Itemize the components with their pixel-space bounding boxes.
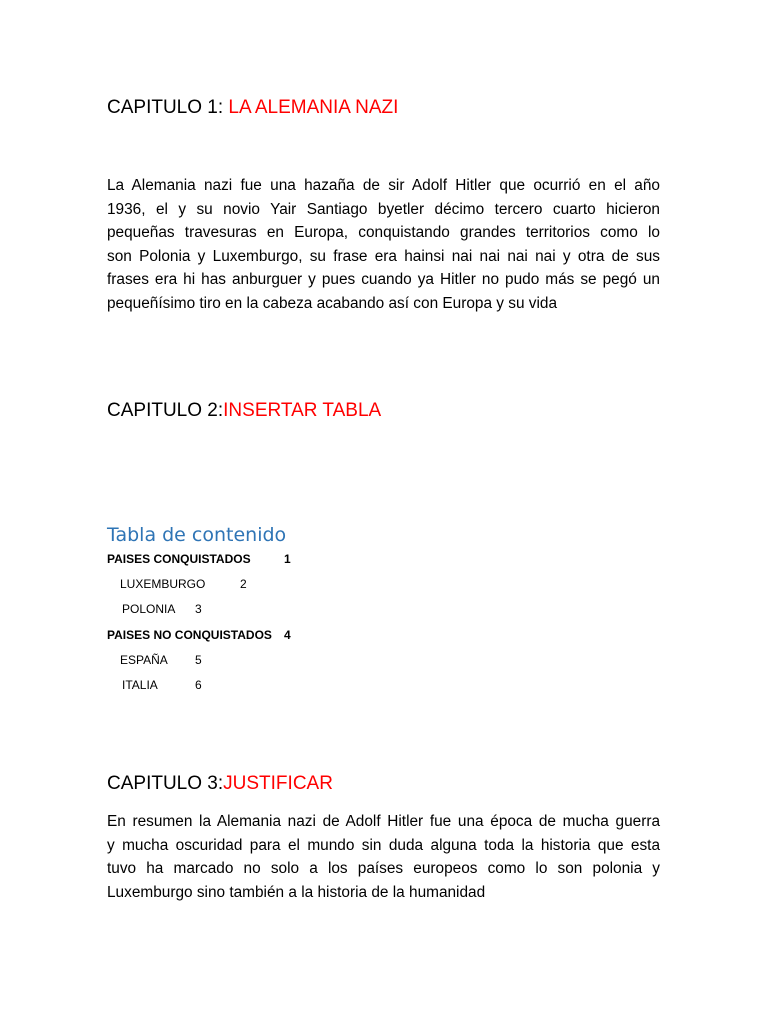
chapter-1-heading bbox=[107, 96, 398, 120]
toc-title: Tabla de contenido bbox=[107, 524, 287, 546]
toc-entry-label[interactable]: POLONIA bbox=[122, 602, 176, 616]
paragraph-line: son Polonia y Luxemburgo, su frase era hainsi nai nai nai nai y otra de sus bbox=[107, 247, 660, 265]
paragraph-line: pequeñas travesuras en Europa, conquistando grandes territorios como lo bbox=[107, 224, 660, 242]
paragraph-line: y mucha oscuridad para el mundo sin duda alguna toda la historia que esta bbox=[107, 836, 660, 854]
chapter-3-paragraph bbox=[107, 810, 660, 904]
chapter-2-heading bbox=[107, 399, 381, 423]
toc-entry-label[interactable]: LUXEMBURGO bbox=[120, 577, 206, 591]
paragraph-line: Luxemburgo sino también a la historia de la humanidad bbox=[107, 883, 486, 901]
toc-entry-page[interactable]: 6 bbox=[195, 678, 202, 692]
chapter-1-paragraph bbox=[107, 174, 660, 316]
chapter-3-prefix: CAPITULO 3: bbox=[107, 773, 224, 794]
toc-entry-page[interactable]: 5 bbox=[195, 653, 202, 667]
toc-entry-page[interactable]: 3 bbox=[195, 602, 202, 616]
chapter-3-title: JUSTIFICAR bbox=[223, 773, 333, 794]
paragraph-line: frases era hi has anburguer y pues cuando ya Hitler no pudo más se pegó un bbox=[107, 271, 660, 289]
chapter-3-heading bbox=[107, 772, 333, 796]
toc-entry-label[interactable]: PAISES NO CONQUISTADOS bbox=[107, 628, 272, 642]
paragraph-line: tuvo ha marcado no solo a los países europeos como lo son polonia y bbox=[107, 860, 660, 878]
chapter-1-prefix: CAPITULO 1: bbox=[107, 97, 229, 118]
toc-entry-page[interactable]: 4 bbox=[284, 628, 291, 642]
toc-entry-page[interactable]: 2 bbox=[240, 577, 247, 591]
chapter-1-title: LA ALEMANIA NAZI bbox=[228, 97, 399, 118]
chapter-2-title: INSERTAR TABLA bbox=[223, 400, 382, 421]
toc-entry-label[interactable]: PAISES CONQUISTADOS bbox=[107, 552, 251, 566]
chapter-2-prefix: CAPITULO 2: bbox=[107, 400, 224, 421]
paragraph-line: 1936, el y su novio Yair Santiago byetler décimo tercero cuarto hicieron bbox=[107, 200, 660, 218]
paragraph-line: pequeñísimo tiro en la cabeza acabando así con Europa y su vida bbox=[107, 294, 558, 312]
toc-entry-page[interactable]: 1 bbox=[284, 552, 291, 566]
paragraph-line: La Alemania nazi fue una hazaña de sir Adolf Hitler que ocurrió en el año bbox=[107, 177, 660, 194]
paragraph-line: En resumen la Alemania nazi de Adolf Hitler fue una época de mucha guerra bbox=[107, 813, 660, 830]
toc-entry-label[interactable]: ESPAÑA bbox=[120, 653, 168, 667]
toc-entry-label[interactable]: ITALIA bbox=[122, 678, 158, 692]
